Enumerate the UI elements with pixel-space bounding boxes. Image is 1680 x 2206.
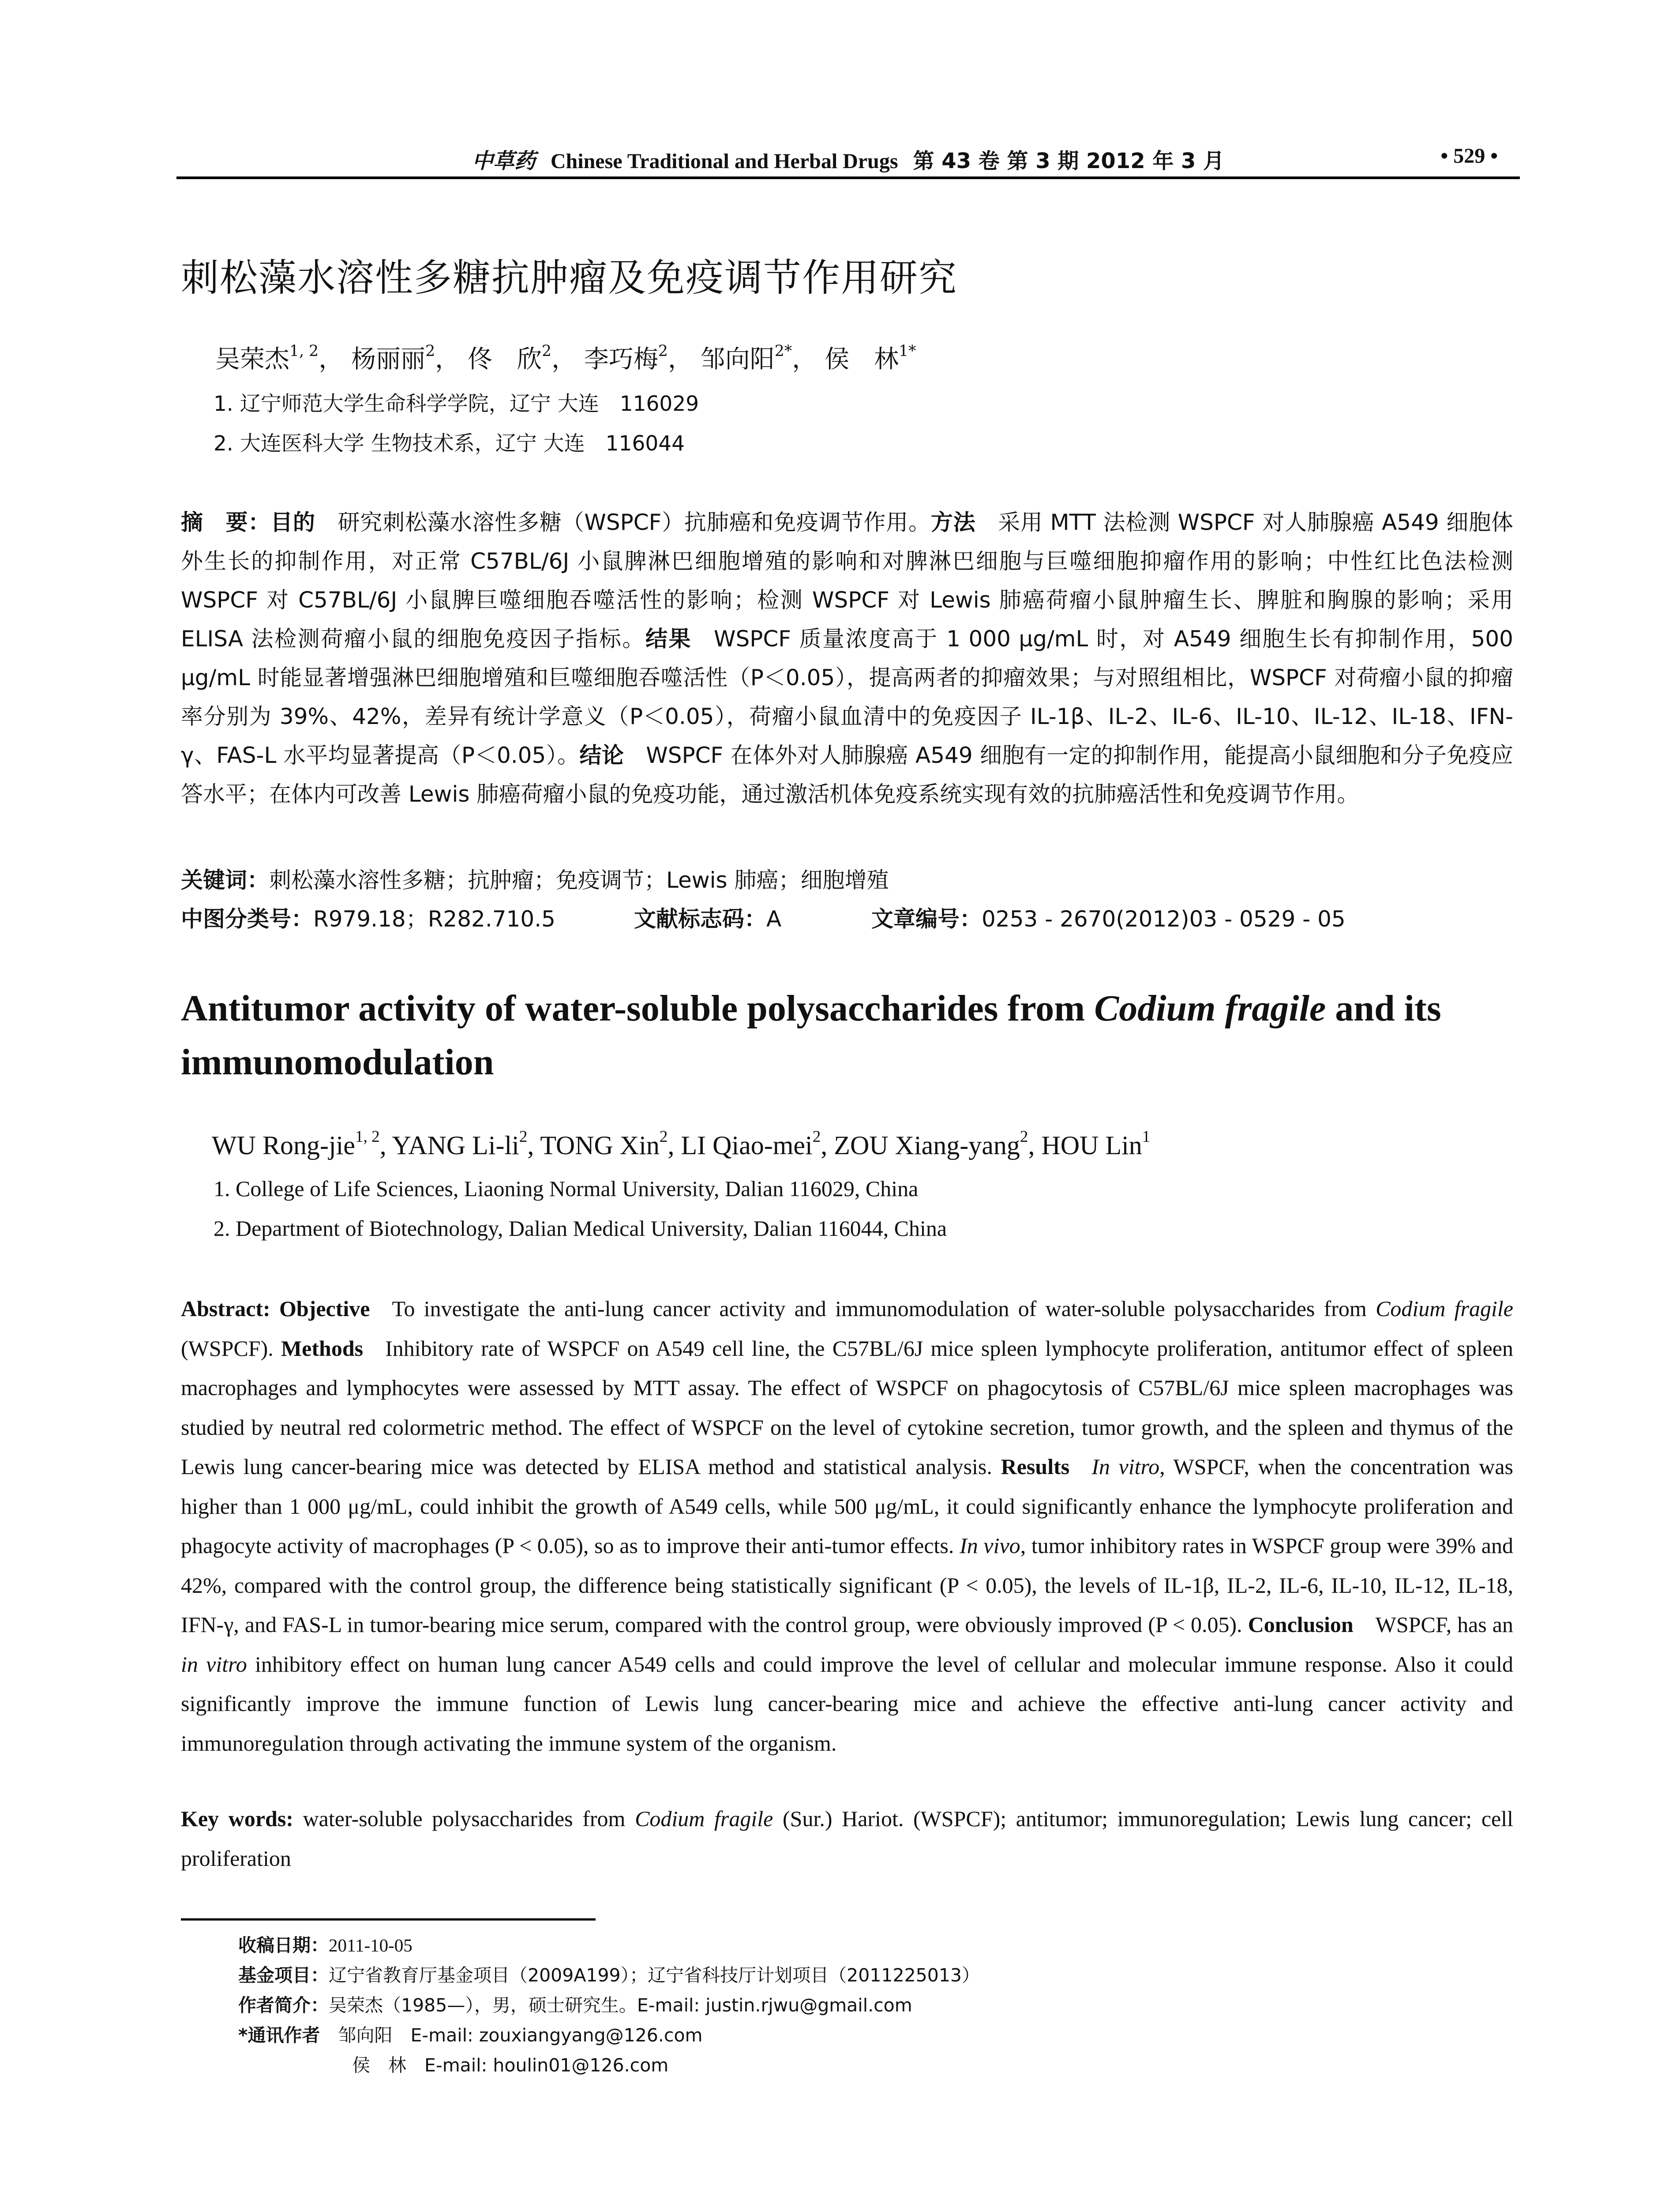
english-title-part: Antitumor activity of water-soluble polysaccharides from	[181, 988, 1095, 1029]
bio-label: 作者简介：	[238, 1995, 329, 2016]
fund-label: 基金项目：	[238, 1965, 329, 1986]
objective-label: 目的	[270, 510, 315, 535]
conclusion-in-vitro: in vitro	[181, 1651, 247, 1677]
chinese-authors: 吴荣杰$^{1, 2}$， 杨丽丽$^2$， 佟 欣$^2$， 李巧梅$^2$， 邹向阳$^{2*}$， 侯 林$^{1*}$	[215, 342, 916, 374]
keywords-text-end: (Sur.) Hariot. (WSPCF); antitumor; immunoregulation; Lewis lung cancer; cell proliferation	[181, 1806, 1513, 1871]
chinese-affiliation-1: 1. 辽宁师范大学生命科学学院，辽宁 大连 116029	[214, 392, 699, 416]
conclusion-label: Conclusion	[1248, 1612, 1354, 1637]
english-affiliation-1: 1. College of Life Sciences, Liaoning Normal University, Dalian 116029, China	[214, 1176, 919, 1201]
keywords-label: Key words:	[181, 1806, 293, 1831]
author-affil-mark: 2	[659, 1128, 668, 1146]
results-label: Results	[1001, 1454, 1070, 1479]
results-in-vitro: In vitro	[1091, 1454, 1160, 1479]
english-affiliation-2: 2. Department of Biotechnology, Dalian Medical University, Dalian 116044, China	[214, 1216, 947, 1241]
author-affil-mark: 1, 2	[289, 342, 319, 360]
running-header-center	[176, 144, 1520, 174]
author: 佟 欣	[467, 345, 542, 374]
fund-text: 辽宁省教育厅基金项目（2009A199）；辽宁省科技厅计划项目（2011225013）	[329, 1965, 980, 1986]
clc-value: R979.18；R282.710.5	[313, 906, 555, 932]
objective-text: To investigate the anti-lung cancer activity and immunomodulation of water-soluble polysaccharides from	[392, 1296, 1376, 1321]
methods-label: Methods	[281, 1336, 364, 1361]
received-label: 收稿日期：	[238, 1935, 329, 1956]
author: TONG Xin	[540, 1131, 660, 1160]
keywords-text: 刺松藻水溶性多糖；抗肿瘤；免疫调节；Lewis 肺癌；细胞增殖	[269, 867, 889, 893]
author: 邹向阳	[700, 345, 775, 374]
author-affil-mark: 2*	[774, 342, 792, 360]
author-affil-mark: 2	[812, 1128, 821, 1146]
results-in-vivo: In vivo	[960, 1533, 1020, 1558]
author: LI Qiao-mei	[681, 1131, 813, 1160]
results-text: , WSPCF, when the concentration was higher than 1 000 μg/mL, could inhibit the growth of A549 cells, while 500 μg/mL, it could significantly enhance the lymphocyte proliferation and phagocyte activity of macrophages (P < 0.05), so as to improve their anti-tumor effects.	[181, 1454, 1514, 1558]
footnotes	[238, 1930, 980, 2080]
author: ZOU Xiang-yang	[834, 1131, 1020, 1160]
chinese-affiliation-2: 2. 大连医科大学 生物技术系，辽宁 大连 116044	[214, 431, 685, 456]
methods-label: 方法	[930, 510, 976, 535]
english-title-species: Codium fragile	[1094, 988, 1326, 1029]
conclusion-text: WSPCF 在体外对人肺腺癌 A549 细胞有一定的抑制作用，能提高小鼠细胞和分子免疫应答水平；在体内可改善 Lewis 肺癌荷瘤小鼠的免疫功能，通过激活机体免疫系统实现有效的抗肺癌活性和免疫调节作用。	[181, 743, 1514, 807]
keywords-text: water-soluble polysaccharides from	[303, 1806, 635, 1831]
english-title	[181, 982, 1522, 1089]
author-affil-mark: 2	[1020, 1128, 1028, 1146]
abstract-label: Abstract:	[181, 1296, 270, 1321]
journal-brand: 中草药	[472, 149, 536, 173]
running-header	[176, 140, 1520, 176]
article-no-value: 0253 - 2670(2012)03 - 0529 - 05	[982, 906, 1346, 932]
footnote-rule	[181, 1918, 596, 1921]
article-no-label: 文章编号：	[871, 906, 982, 932]
keywords-label: 关键词：	[181, 867, 269, 893]
english-title-part: and its immunomodulation	[181, 988, 1441, 1083]
author-affil-mark: 1*	[899, 342, 916, 360]
chinese-abstract	[181, 503, 1513, 814]
received-date: 2011-10-05	[329, 1935, 412, 1955]
author-affil-mark: 2	[425, 342, 435, 360]
author: HOU Lin	[1041, 1131, 1142, 1160]
conclusion-text-end: inhibitory effect on human lung cancer A549 cells and could improve the level of cellular and molecular immune response. Also it could significantly improve the immune function of Lewis lung cancer-bearing mice and achieve the effective anti-lung cancer activity and immunoregulation through activating the immune system of the organism.	[181, 1651, 1514, 1756]
objective-text: 研究刺松藻水溶性多糖（WSPCF）抗肺癌和免疫调节作用。	[337, 510, 931, 535]
header-rule	[176, 176, 1520, 179]
abstract-label: 摘 要：	[181, 510, 271, 535]
author: 吴荣杰	[215, 345, 289, 374]
doc-code-value: A	[766, 906, 782, 932]
clc-label: 中图分类号：	[181, 906, 313, 932]
corresponding-author-2: 侯 林 E-mail: houlin01@126.com	[352, 2055, 669, 2076]
journal-name: Chinese Traditional and Herbal Drugs	[550, 150, 898, 173]
author-affil-mark: 1	[1142, 1128, 1151, 1146]
author: 杨丽丽	[351, 345, 426, 374]
corresponding-author-1: 邹向阳 E-mail: zouxiangyang@126.com	[338, 2025, 703, 2046]
conclusion-text: WSPCF, has an	[1375, 1612, 1514, 1637]
objective-label: Objective	[279, 1296, 370, 1321]
author-affil-mark: 2	[541, 342, 552, 360]
chinese-keywords	[181, 863, 889, 894]
results-text-end: , tumor inhibitory rates in WSPCF group were 39% and 42%, compared with the control group, the difference being statistically significant (P < 0.05), the levels of IL-1β, IL-2, IL-6, IL-10, IL-12, IL-18, IFN-γ, and FAS-L in tumor-bearing mice serum, compared with the control group, were obviously improved (P < 0.05).	[181, 1533, 1513, 1637]
author: YANG Li-li	[392, 1131, 519, 1160]
author-affil-mark: 1, 2	[355, 1128, 380, 1146]
methods-text: Inhibitory rate of WSPCF on A549 cell line, the C57BL/6J mice spleen lymphocyte proliferation, antitumor effect of spleen macrophages and lymphocytes were assessed by MTT assay. The effect of WSPCF on phagocytosis of C57BL/6J mice spleen macrophages was studied by neutral red colormetric method. The effect of WSPCF on the level of cytokine secretion, tumor growth, and the spleen and thymus of the Lewis lung cancer-bearing mice was detected by ELISA method and statistical analysis.	[181, 1336, 1514, 1479]
english-keywords	[181, 1799, 1513, 1878]
conclusion-label: 结论	[579, 743, 624, 768]
results-text: WSPCF 质量浓度高于 1 000 μg/mL 时，对 A549 细胞生长有抑制作用，500 μg/mL 时能显著增强淋巴细胞增殖和巨噬细胞吞噬活性（P＜0.05），提高两者的抑瘤效果；与对照组相比，WSPCF 对荷瘤小鼠的抑瘤率分别为 39%、42%，差异有统计学意义（P＜0.05），荷瘤小鼠血清中的免疫因子 IL-1β、IL-2、IL-6、IL-10、IL-12、IL-18、IFN-γ、FAS-L 水平均显著提高（P＜0.05）。	[181, 626, 1513, 768]
english-abstract	[181, 1289, 1513, 1763]
results-label: 结果	[645, 626, 692, 652]
bio-text: 吴荣杰（1985—），男，硕士研究生。E-mail: justin.rjwu@gmail.com	[329, 1995, 912, 2016]
author: 李巧梅	[584, 345, 658, 374]
corresponding-label: *通讯作者	[238, 2025, 320, 2046]
methods-text: 采用 MTT 法检测 WSPCF 对人肺腺癌 A549 细胞体外生长的抑制作用，对正常 C57BL/6J 小鼠脾淋巴细胞增殖的影响和对脾淋巴细胞与巨噬细胞抑瘤作用的影响；中性红比色法检测 WSPCF 对 C57BL/6J 小鼠脾巨噬细胞吞噬活性的影响；检测 WSPCF 对 Lewis 肺癌荷瘤小鼠肿瘤生长、脾脏和胸腺的影响；采用 ELISA 法检测荷瘤小鼠的细胞免疫因子指标。	[181, 510, 1514, 652]
keywords-species: Codium fragile	[635, 1806, 773, 1831]
author: 侯 林	[825, 345, 899, 374]
author-affil-mark: 2	[519, 1128, 528, 1146]
doc-code-label: 文献标志码：	[634, 906, 766, 932]
english-authors: WU Rong-jie$^{1, 2}$, YANG $Li-li^2$, TONG Xin$^2$, LI Qiao-mei$^2$, ZOU Xiang-yang$^2$, HOU Lin$^1$	[212, 1128, 1151, 1160]
objective-text-end: (WSPCF).	[181, 1336, 274, 1361]
author: WU Rong-jie	[212, 1131, 355, 1160]
author-affil-mark: 2	[658, 342, 668, 360]
chinese-title: 刺松藻水溶性多糖抗肿瘤及免疫调节作用研究	[181, 256, 957, 300]
page-number: • 529 •	[1440, 144, 1498, 168]
journal-issue: 第 43 卷 第 3 期 2012 年 3 月	[913, 149, 1225, 173]
objective-species: Codium fragile	[1376, 1296, 1513, 1321]
